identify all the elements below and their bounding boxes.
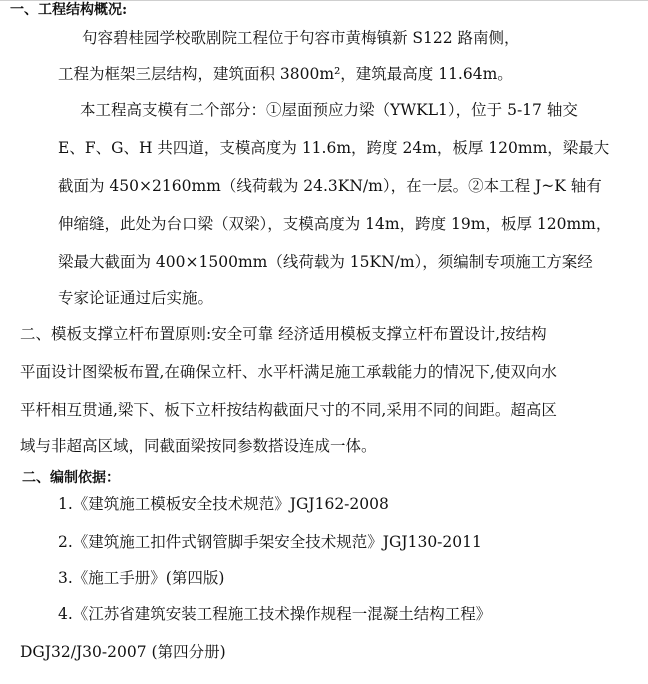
- paragraph-line: 本工程高支模有二个部分：①屋面预应力梁（YWKL1），位于 5-17 轴交: [80, 101, 578, 119]
- paragraph-line: 域与非超高区域，同截面梁按同参数搭设连成一体。: [20, 437, 377, 455]
- reference-item: 3.《施工手册》(第四版): [58, 569, 225, 587]
- reference-item: 1.《建筑施工模板安全技术规范》JGJ162-2008: [58, 495, 389, 513]
- paragraph-line: 工程为框架三层结构，建筑面积 3800m²，建筑最高度 11.64m。: [58, 65, 513, 83]
- reference-item-continuation: DGJ32/J30-2007 (第四分册): [20, 643, 226, 661]
- reference-item: 4.《江苏省建筑安装工程施工技术操作规程一混凝土结构工程》: [58, 605, 492, 623]
- paragraph-line: 平杆相互贯通,梁下、板下立杆按结构截面尺寸的不同,采用不同的间距。超高区: [20, 401, 557, 419]
- section-heading-structure: 一、工程结构概况:: [10, 2, 128, 18]
- section-line-formwork: 二、模板支撑立杆布置原则:安全可靠 经济适用模板支撑立杆布置设计,按结构: [20, 325, 547, 343]
- paragraph-line: 截面为 450×2160mm（线荷载为 24.3KN/m），在一层。②本工程 J~K 轴有: [58, 177, 602, 195]
- paragraph-line: 专家论证通过后实施。: [58, 289, 214, 307]
- paragraph-line: 伸缩缝，此处为台口梁（双梁），支模高度为 14m，跨度 19m，板厚 120mm，: [58, 215, 612, 233]
- paragraph-line: 平面设计图梁板布置,在确保立杆、水平杆满足施工承载能力的情况下,使双向水: [20, 363, 557, 381]
- section-heading-basis: 二、编制依据：: [22, 470, 120, 486]
- paragraph-line: 句容碧桂园学校歌剧院工程位于句容市黄梅镇新 S122 路南侧，: [82, 29, 520, 47]
- paragraph-line: E、F、G、H 共四道，支模高度为 11.6m，跨度 24m，板厚 120mm，梁最大: [58, 139, 610, 157]
- reference-item: 2.《建筑施工扣件式钢管脚手架安全技术规范》JGJ130-2011: [58, 533, 482, 551]
- paragraph-line: 梁最大截面为 400×1500mm（线荷载为 15KN/m），须编制专项施工方案经: [58, 253, 593, 271]
